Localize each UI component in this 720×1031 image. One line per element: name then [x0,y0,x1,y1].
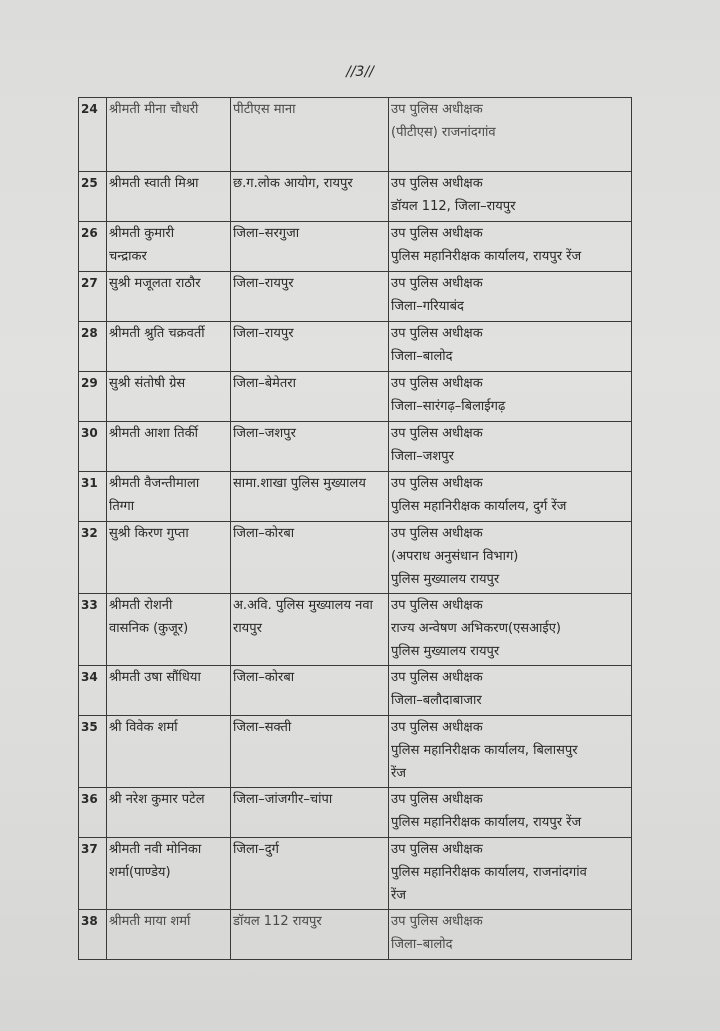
table-row [79,98,632,172]
new-posting-line: उप पुलिस अधीक्षक [391,276,483,291]
serial-number: 27 [79,272,107,322]
current-posting-line: जिला–सरगुजा [233,226,300,241]
new-posting-line: पुलिस महानिरीक्षक कार्यालय, रायपुर रेंज [391,249,582,264]
new-posting-line: राज्य अन्वेषण अभिकरण(एसआईए) [391,621,562,636]
new-posting-cell [389,666,632,716]
officer-name-cell [107,666,231,716]
new-posting-cell [389,98,632,172]
current-posting-cell [231,222,389,272]
new-posting-cell [389,372,632,422]
current-posting-cell [231,472,389,522]
new-posting-line: पुलिस महानिरीक्षक कार्यालय, दुर्ग रेंज [391,499,567,514]
officer-name-line: श्रीमती वैजन्तीमाला [109,476,200,491]
new-posting-line: जिला–जशपुर [391,449,454,464]
new-posting-cell [389,594,632,666]
new-posting-line: उप पुलिस अधीक्षक [391,842,483,857]
serial-number: 30 [79,422,107,472]
officer-name-cell [107,322,231,372]
officer-name-line: वासनिक (कुजूर) [109,621,189,636]
new-posting-cell [389,422,632,472]
current-posting-cell [231,422,389,472]
current-posting-cell [231,594,389,666]
officer-name-line: सुश्री किरण गुप्ता [109,526,189,541]
new-posting-line: उप पुलिस अधीक्षक [391,720,483,735]
current-posting-line: जिला–बेमेतरा [233,376,296,391]
serial-number: 25 [79,172,107,222]
serial-number: 24 [79,98,107,172]
current-posting-line: जिला–सक्ती [233,720,292,735]
new-posting-cell [389,522,632,594]
current-posting-cell [231,272,389,322]
new-posting-line: जिला–बलौदाबाजार [391,693,482,708]
officer-name-cell [107,422,231,472]
new-posting-line: उप पुलिस अधीक्षक [391,670,483,685]
new-posting-cell [389,472,632,522]
officer-name-cell [107,522,231,594]
officer-name-line: श्रीमती नवी मोनिका [109,842,202,857]
officer-name-cell [107,172,231,222]
current-posting-line: पीटीएस माना [233,102,296,117]
current-posting-line: जिला–रायपुर [233,276,294,291]
officer-name-cell [107,98,231,172]
new-posting-line: जिला–सारंगढ़–बिलाईगढ़ [391,399,506,414]
officer-name-line: शर्मा(पाण्डेय) [109,865,171,880]
table-row [79,594,632,666]
current-posting-line: जिला–कोरबा [233,670,295,685]
new-posting-line: पुलिस महानिरीक्षक कार्यालय, बिलासपुर [391,743,578,758]
current-posting-cell [231,372,389,422]
current-posting-cell [231,716,389,788]
new-posting-line: उप पुलिस अधीक्षक [391,526,483,541]
new-posting-line: (अपराध अनुसंधान विभाग) [391,549,519,564]
current-posting-cell [231,838,389,910]
new-posting-line: जिला–बालोद [391,937,453,952]
new-posting-line: जिला–बालोद [391,349,453,364]
new-posting-line: उप पुलिस अधीक्षक [391,476,483,491]
new-posting-line: रेंज [391,766,406,781]
serial-number: 26 [79,222,107,272]
new-posting-line: उप पुलिस अधीक्षक [391,376,483,391]
new-posting-line: उप पुलिस अधीक्षक [391,792,483,807]
new-posting-cell [389,272,632,322]
officer-name-line: श्रीमती कुमारी [109,226,175,241]
current-posting-line: जिला–कोरबा [233,526,295,541]
new-posting-cell [389,716,632,788]
officer-name-cell [107,472,231,522]
current-posting-cell [231,322,389,372]
current-posting-line: जिला–दुर्ग [233,842,279,857]
new-posting-line: उप पुलिस अधीक्षक [391,226,483,241]
new-posting-line: डॉयल 112, जिला–रायपुर [391,199,516,214]
officer-name-cell [107,838,231,910]
current-posting-line: सामा.शाखा पुलिस मुख्यालय [233,476,366,491]
current-posting-line: जिला–जांजगीर–चांपा [233,792,333,807]
new-posting-cell [389,222,632,272]
new-posting-line: पुलिस मुख्यालय रायपुर [391,572,500,587]
current-posting-cell [231,522,389,594]
serial-number: 33 [79,594,107,666]
officer-name-line: श्रीमती आशा तिर्की [109,426,199,441]
current-posting-line: अ.अवि. पुलिस मुख्यालय नवा [233,598,373,613]
new-posting-cell [389,172,632,222]
officer-name-line: श्रीमती माया शर्मा [109,914,191,929]
new-posting-line: (पीटीएस) राजनांदगांव [391,125,496,140]
officer-name-cell [107,910,231,960]
new-posting-line: रेंज [391,888,406,903]
new-posting-line: उप पुलिस अधीक्षक [391,102,483,117]
officer-name-cell [107,272,231,322]
current-posting-cell [231,98,389,172]
officer-name-line: श्री विवेक शर्मा [109,720,178,735]
new-posting-line: उप पुलिस अधीक्षक [391,326,483,341]
table-row [79,666,632,716]
new-posting-line: जिला–गरियाबंद [391,299,464,314]
officer-name-line: सुश्री संतोषी ग्रेस [109,376,186,391]
serial-number: 38 [79,910,107,960]
new-posting-cell [389,322,632,372]
new-posting-line: उप पुलिस अधीक्षक [391,598,483,613]
officer-name-line: श्रीमती श्रुति चक्रवर्ती [109,326,205,341]
new-posting-cell [389,838,632,910]
current-posting-line: जिला–रायपुर [233,326,294,341]
new-posting-line: उप पुलिस अधीक्षक [391,914,483,929]
table-row [79,838,632,910]
officer-name-cell [107,788,231,838]
new-posting-line: पुलिस मुख्यालय रायपुर [391,644,500,659]
officer-name-cell [107,372,231,422]
new-posting-cell [389,788,632,838]
table-row [79,522,632,594]
officer-name-line: श्रीमती स्वाती मिश्रा [109,176,199,191]
new-posting-line: उप पुलिस अधीक्षक [391,426,483,441]
current-posting-line: रायपुर [233,621,262,636]
officer-name-cell [107,222,231,272]
new-posting-cell [389,910,632,960]
officer-name-line: श्रीमती मीना चौधरी [109,102,199,117]
serial-number: 31 [79,472,107,522]
serial-number: 32 [79,522,107,594]
table-row [79,322,632,372]
table-row [79,788,632,838]
current-posting-cell [231,910,389,960]
table-row [79,222,632,272]
table-row [79,422,632,472]
table-row [79,272,632,322]
current-posting-line: जिला–जशपुर [233,426,296,441]
serial-number: 35 [79,716,107,788]
table-row [79,910,632,960]
serial-number: 28 [79,322,107,372]
officer-name-line: चन्द्राकर [109,249,147,264]
current-posting-line: डॉयल 112 रायपुर [233,914,322,929]
new-posting-line: पुलिस महानिरीक्षक कार्यालय, रायपुर रेंज [391,815,582,830]
officer-name-line: श्री नरेश कुमार पटेल [109,792,205,807]
current-posting-cell [231,172,389,222]
new-posting-line: पुलिस महानिरीक्षक कार्यालय, राजनांदगांव [391,865,587,880]
table-row [79,172,632,222]
current-posting-line: छ.ग.लोक आयोग, रायपुर [233,176,353,191]
officer-name-line: सुश्री मजूलता राठौर [109,276,201,291]
transfer-table [78,97,632,960]
transfer-table-body [79,98,632,960]
current-posting-cell [231,666,389,716]
serial-number: 36 [79,788,107,838]
new-posting-line: उप पुलिस अधीक्षक [391,176,483,191]
officer-name-line: श्रीमती रोशनी [109,598,173,613]
table-row [79,472,632,522]
serial-number: 34 [79,666,107,716]
page-number: //3// [346,64,374,80]
table-row [79,716,632,788]
officer-name-line: तिग्गा [109,499,135,514]
serial-number: 29 [79,372,107,422]
current-posting-cell [231,788,389,838]
serial-number: 37 [79,838,107,910]
table-row [79,372,632,422]
officer-name-cell [107,594,231,666]
officer-name-cell [107,716,231,788]
officer-name-line: श्रीमती उषा सौंधिया [109,670,201,685]
